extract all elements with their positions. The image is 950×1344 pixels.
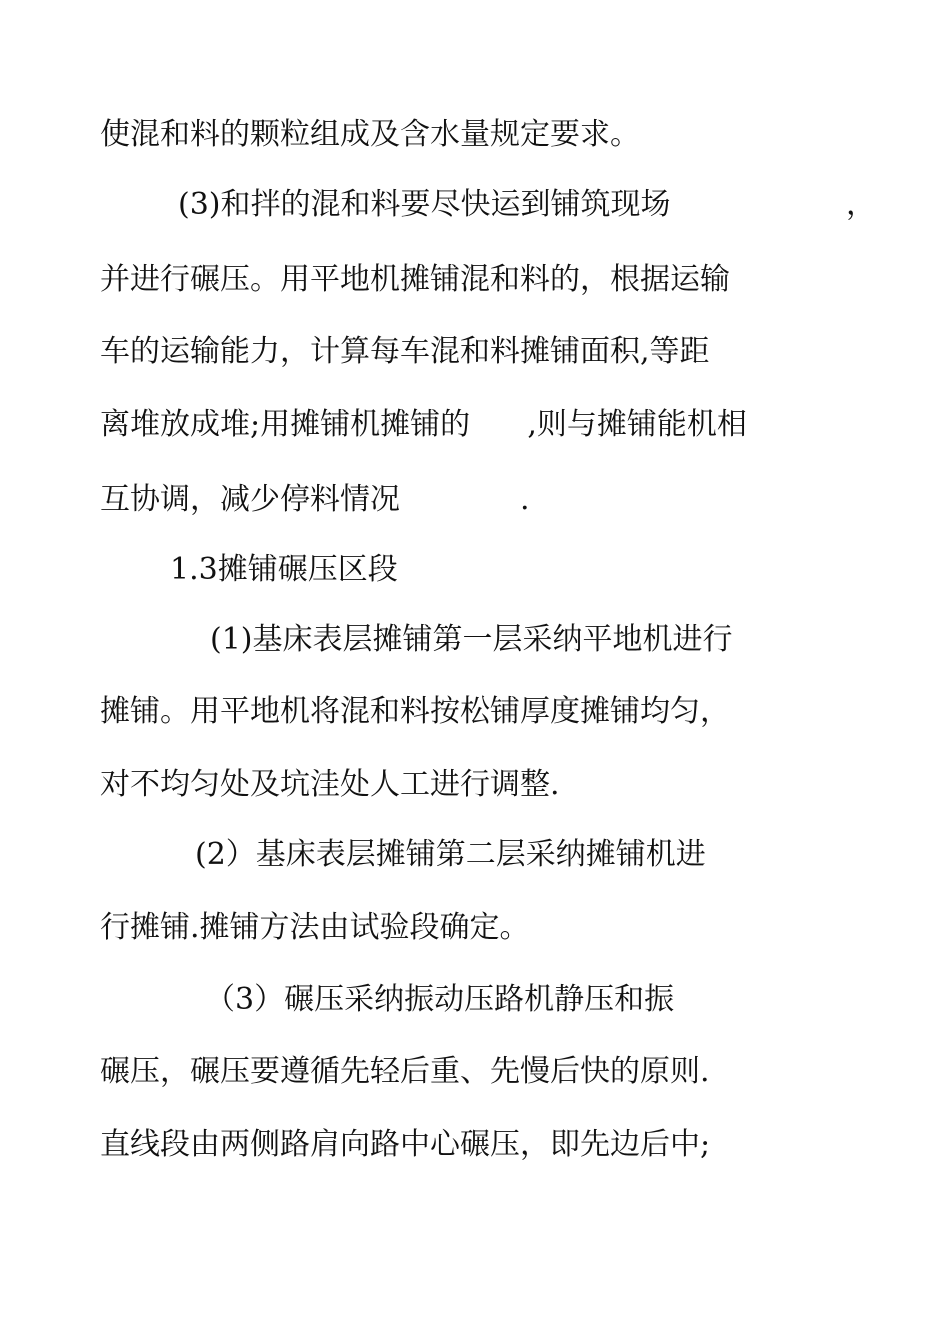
text-line-1: 使混和料的颗粒组成及含水量规定要求。 (100, 117, 640, 152)
text-line-6-period: . (520, 482, 530, 517)
text-line-12: 行摊铺.摊铺方法由试验段确定。 (100, 910, 530, 945)
text-line-2-comma: ， (846, 187, 876, 222)
text-line-11: (2）基床表层摊铺第二层采纳摊铺机进 (195, 837, 706, 872)
text-line-2: (3)和拌的混和料要尽快运到铺筑现场 (178, 187, 671, 222)
text-line-10: 对不均匀处及坑洼处人工进行调整. (100, 767, 560, 802)
text-line-3: 并进行碾压。用平地机摊铺混和料的，根据运输 (100, 262, 730, 297)
text-line-5: 离堆放成堆;用摊铺机摊铺的 ,则与摊铺能机相 (100, 407, 747, 442)
text-line-13: （3）碾压采纳振动压路机静压和振 (205, 982, 675, 1017)
text-line-15: 直线段由两侧路肩向路中心碾压，即先边后中; (100, 1127, 711, 1162)
text-line-8: (1)基床表层摊铺第一层采纳平地机进行 (210, 622, 733, 657)
text-line-14: 碾压，碾压要遵循先轻后重、先慢后快的原则. (100, 1054, 710, 1089)
text-line-4: 车的运输能力，计算每车混和料摊铺面积,等距 (100, 334, 710, 369)
text-line-6: 互协调，减少停料情况 (100, 482, 400, 517)
text-line-9: 摊铺。用平地机将混和料按松铺厚度摊铺均匀， (100, 694, 730, 729)
section-heading-1-3: 1.3摊铺碾压区段 (170, 552, 398, 587)
